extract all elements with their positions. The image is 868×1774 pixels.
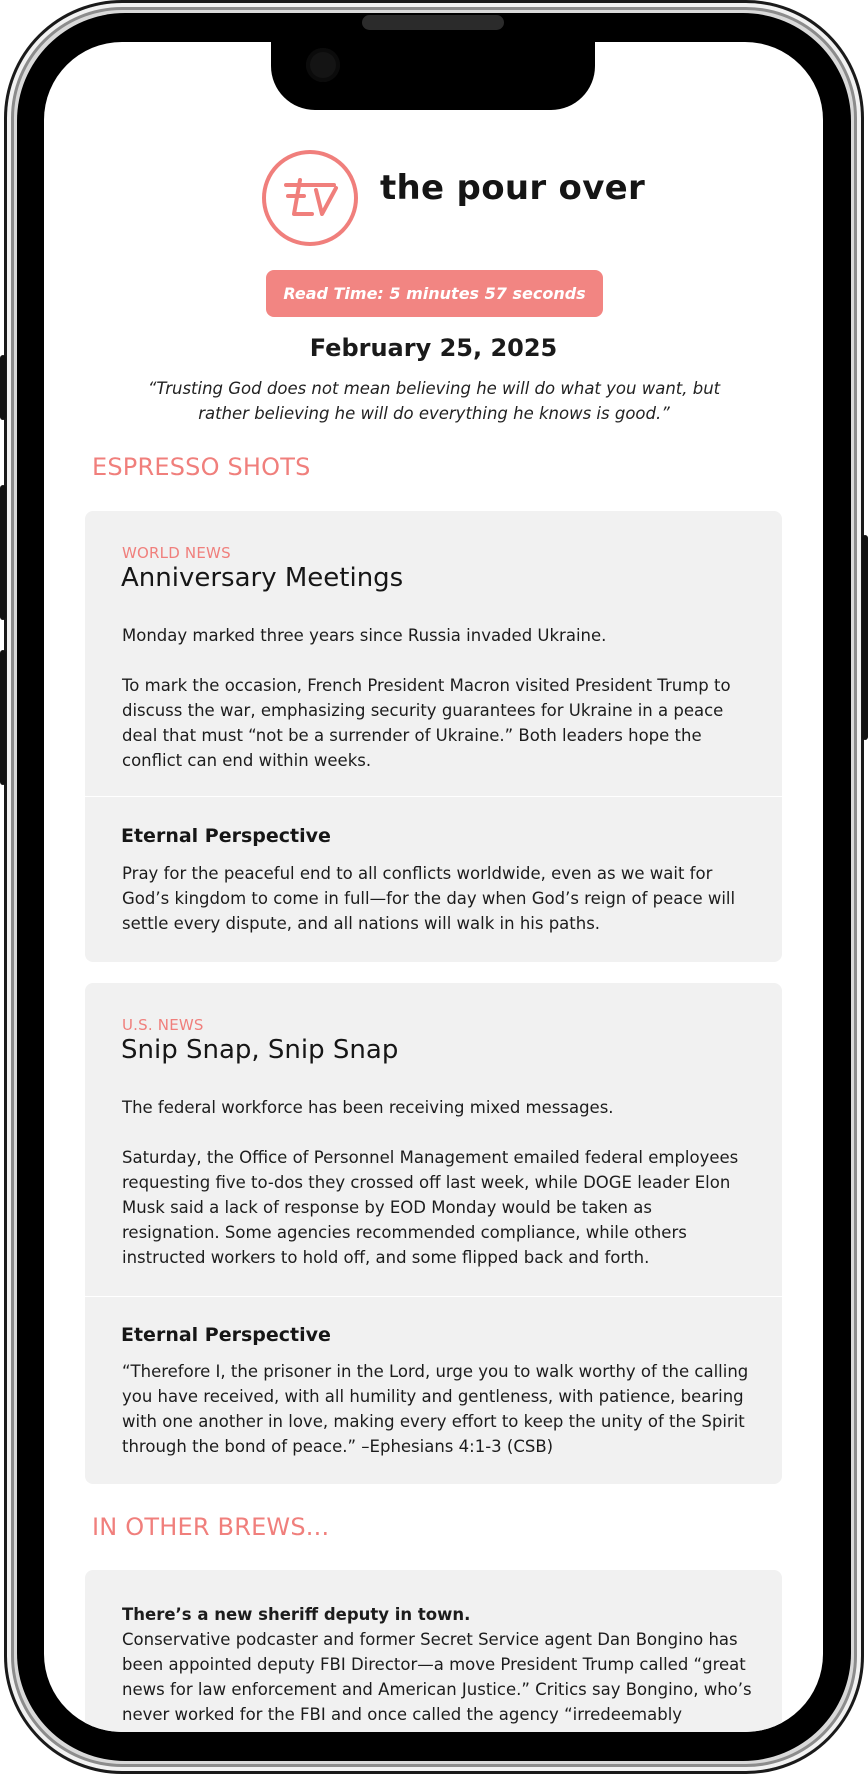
other-brews-text: Conservative podcaster and former Secret Service agent Dan Bongino has been appointed deputy FBI Director—a move President Trump called “great news for law enforcement and American Justice.” Critics say Bongino, who’s never worked for the FBI and once called the agency “irredeemably bbox=[122, 1630, 752, 1724]
pour-over-logo-icon bbox=[260, 148, 360, 248]
eternal-perspective-text: Pray for the peaceful end to all conflicts worldwide, even as we wait for God’s kingdom to come in full—for the day when God’s reign of peace will settle every dispute, and all nations will walk in his paths. bbox=[122, 864, 736, 933]
volume-up-button bbox=[0, 485, 6, 620]
power-button bbox=[862, 535, 868, 740]
other-brews-lead: There’s a new sheriff deputy in town. bbox=[122, 1605, 471, 1624]
daily-quote: “Trusting God does not mean believing he will do what you want, but rather believing he will do everything he knows is good.” bbox=[147, 379, 721, 423]
front-camera-icon bbox=[306, 48, 340, 82]
mute-switch bbox=[0, 355, 6, 420]
brand-name: the pour over bbox=[380, 168, 646, 208]
email-screen[interactable] bbox=[44, 42, 823, 1732]
read-time-badge: Read Time: 5 minutes 57 seconds bbox=[266, 270, 603, 317]
eternal-perspective-title: Eternal Perspective bbox=[121, 1324, 331, 1346]
story-body bbox=[122, 623, 752, 773]
story-paragraph: The federal workforce has been receiving mixed messages. bbox=[122, 1098, 614, 1117]
story-headline: Anniversary Meetings bbox=[121, 563, 404, 593]
story-body bbox=[122, 1095, 752, 1270]
newsletter-date: February 25, 2025 bbox=[309, 334, 558, 362]
phone-speaker bbox=[362, 15, 504, 30]
eternal-perspective-text: “Therefore I, the prisoner in the Lord, urge you to walk worthy of the calling you have received, with all humility and gentleness, with patience, bearing with one another in love, making every effort to keep the unity of the Spirit through the bond of peace.” –Ephesians 4:1-3 (CSB) bbox=[122, 1362, 749, 1456]
card-divider bbox=[85, 1296, 782, 1297]
card-divider bbox=[85, 796, 782, 797]
story-card bbox=[85, 511, 782, 962]
other-brews-card bbox=[85, 1570, 782, 1732]
story-headline: Snip Snap, Snip Snap bbox=[121, 1035, 399, 1065]
other-brews-body bbox=[122, 1602, 752, 1727]
story-paragraph: Saturday, the Office of Personnel Management emailed federal employees requesting five to-dos they crossed off last week, while DOGE leader Elon Musk said a lack of response by EOD Monday would be taken as resignation. Some agencies recommended compliance, while others instructed workers to hold off, and some flipped back and forth. bbox=[122, 1148, 739, 1267]
story-category: WORLD NEWS bbox=[122, 544, 231, 562]
story-paragraph: To mark the occasion, French President Macron visited President Trump to discuss the war, emphasizing security guarantees for Ukraine in a peace deal that must “not be a surrender of Ukraine.” Both leaders hope the conflict can end within weeks. bbox=[122, 676, 731, 770]
story-card bbox=[85, 983, 782, 1484]
section-title-espresso: ESPRESSO SHOTS bbox=[92, 453, 311, 481]
section-title-other-brews: IN OTHER BREWS... bbox=[92, 1513, 330, 1541]
story-paragraph: Monday marked three years since Russia invaded Ukraine. bbox=[122, 626, 607, 645]
volume-down-button bbox=[0, 650, 6, 785]
story-category: U.S. NEWS bbox=[122, 1016, 204, 1034]
eternal-perspective-title: Eternal Perspective bbox=[121, 825, 331, 847]
